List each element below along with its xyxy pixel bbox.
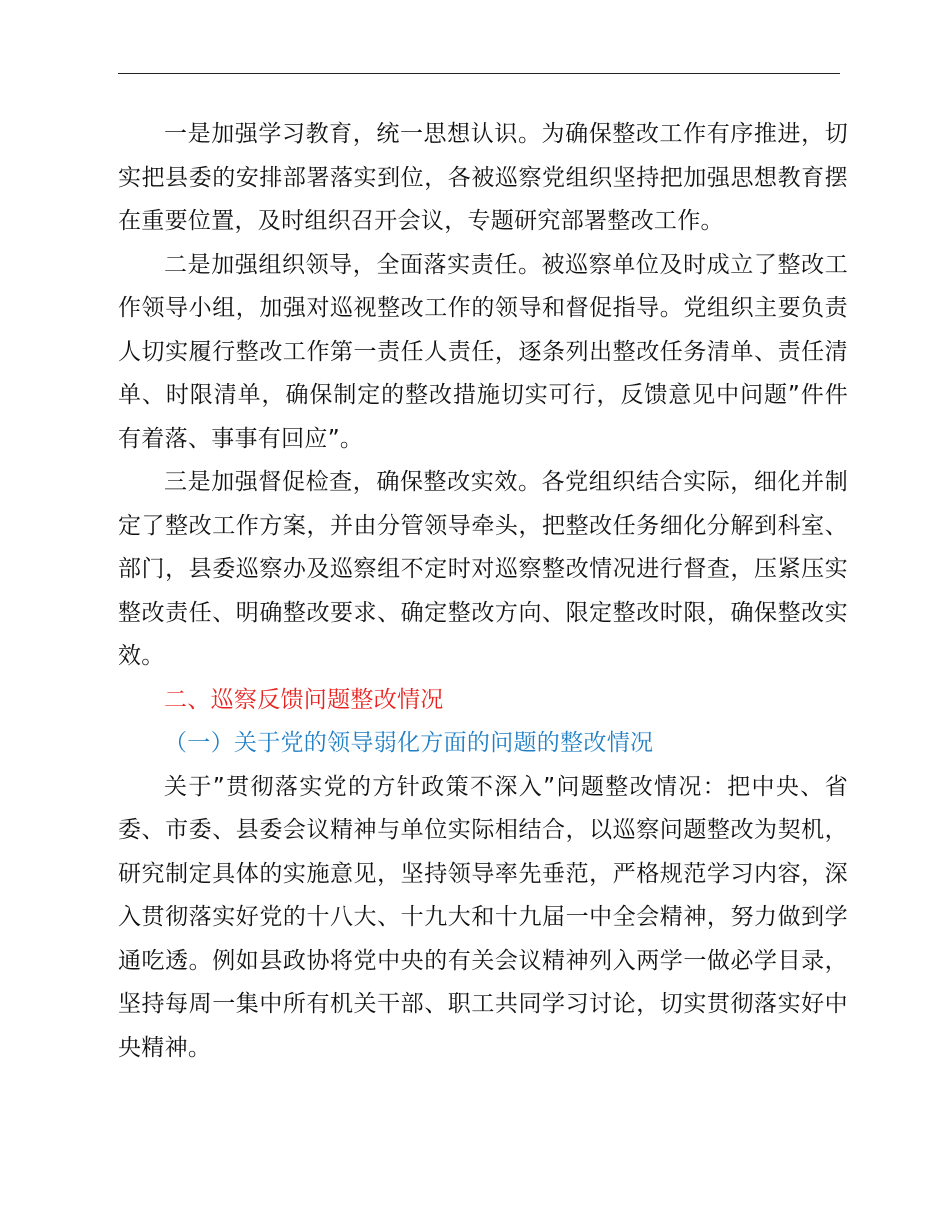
subsection-heading-party-leadership: （一）关于党的领导弱化方面的问题的整改情况 [164,730,654,756]
paragraph-organization-leadership: 二是加强组织领导，全面落实责任。被巡察单位及时成立了整改工作领导小组，加强对巡视整改工作的领导和督促指导。党组织主要负责人切实履行整改工作第一责任人责任，逐条列出整改任务清单、责任清单、时限清单，确保制定的整改措施切实可行，反馈意见中问题”件件有着落、事事有回应”。 [118,251,848,452]
paragraph-study-education: 一是加强学习教育，统一思想认识。为确保整改工作有序推进，切实把县委的安排部署落实到位，各被巡察党组织坚持把加强思想教育摆在重要位置，及时组织召开会议，专题研究部署整改工作。 [118,121,848,234]
document-body [118,113,848,1070]
paragraph-supervision-inspection: 三是加强督促检查，确保整改实效。各党组织结合实际，细化并制定了整改工作方案，并由分管领导牵头，把整改任务细化分解到科室、部门，县委巡察办及巡察组不定时对巡察整改情况进行督查，压紧压实整改责任、明确整改要求、确定整改方向、限定整改时限，确保整改实效。 [118,469,848,669]
section-heading-rectification: 二、巡察反馈问题整改情况 [164,686,444,713]
header-rule [118,73,840,74]
paragraph-policy-implementation: 关于”贯彻落实党的方针政策不深入”问题整改情况：把中央、省委、市委、县委会议精神与单位实际相结合，以巡察问题整改为契机，研究制定具体的实施意见，坚持领导率先垂范，严格规范学习内容，深入贯彻落实好党的十八大、十九大和十九届一中全会精神，努力做到学通吃透。例如县政协将党中央的有关会议精神列入两学一做必学目录，坚持每周一集中所有机关干部、职工共同学习讨论，切实贯彻落实好中央精神。 [118,773,848,1061]
